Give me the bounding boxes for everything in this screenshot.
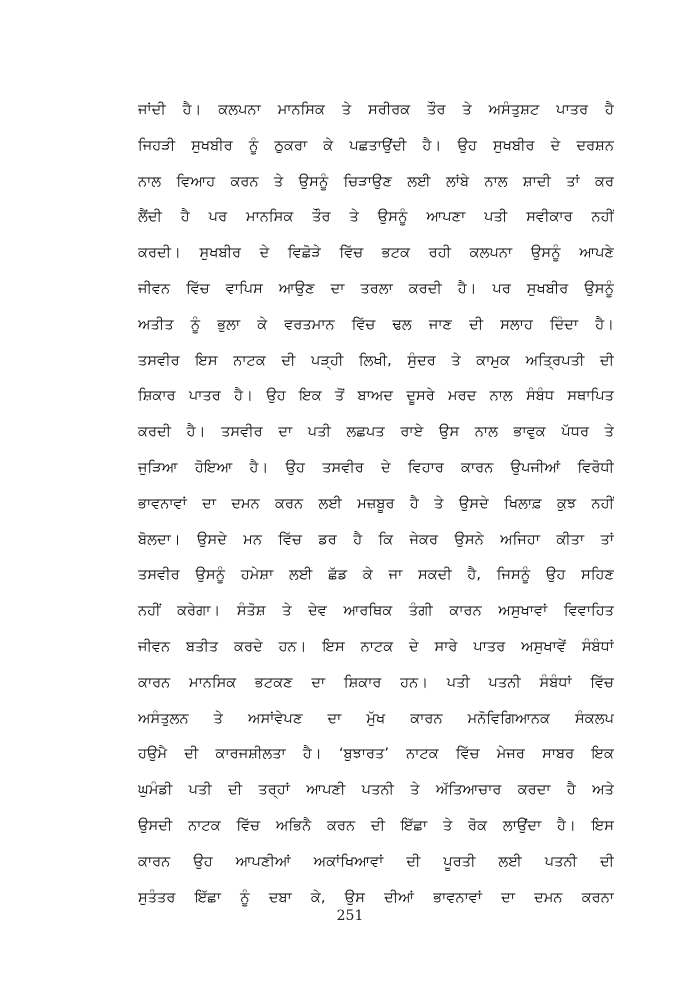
text-line: ਨਾਲ ਵਿਆਹ ਕਰਨ ਤੇ ਉਸਨੂੰ ਚਿੜਾਉਣ ਲਈ ਲਾਂਬੇ ਨਾਲ ਸ਼ਾਦੀ ਤਾਂ ਕਰ xyxy=(138,172,614,190)
text-line: ਜਾਂਦੀ ਹੈ। ਕਲਪਨਾ ਮਾਨਸਿਕ ਤੇ ਸਰੀਰਕ ਤੌਰ ਤੇ ਅਸੰਤੁਸ਼ਟ ਪਾਤਰ ਹੈ xyxy=(138,101,614,118)
text-line: ਤਸਵੀਰ ਇਸ ਨਾਟਕ ਦੀ ਪੜ੍ਹੀ ਲਿਖੀ, ਸੁੰਦਰ ਤੇ ਕਾਮੁਕ ਅਤ੍ਰਿਪਤੀ ਦੀ xyxy=(138,351,614,369)
text-line: ਸ਼ਿਕਾਰ ਪਾਤਰ ਹੈ। ਉਹ ਇਕ ਤੋਂ ਬਾਅਦ ਦੂਸਰੇ ਮਰਦ ਨਾਲ ਸੰਬੰਧ ਸਥਾਪਿਤ xyxy=(138,387,614,405)
text-line: ਸੁਤੰਤਰ ਇੱਛਾ ਨੂੰ ਦਬਾ ਕੇ, ਉਸ ਦੀਆਂ ਭਾਵਨਾਵਾਂ ਦਾ ਦਮਨ ਕਰਨਾ xyxy=(138,888,614,906)
text-line: ਅਤੀਤ ਨੂੰ ਭੁਲਾ ਕੇ ਵਰਤਮਾਨ ਵਿੱਚ ਢਲ ਜਾਣ ਦੀ ਸਲਾਹ ਦਿੰਦਾ ਹੈ। xyxy=(138,315,614,333)
text-line: ਤਸਵੀਰ ਉਸਨੂੰ ਹਮੇਸ਼ਾ ਲਈ ਛੱਡ ਕੇ ਜਾ ਸਕਦੀ ਹੈ, ਜਿਸਨੂੰ ਉਹ ਸਹਿਣ xyxy=(138,566,614,584)
text-line: ਨਹੀਂ ਕਰੇਗਾ। ਸੰਤੋਸ਼ ਤੇ ਦੇਵ ਆਰਥਿਕ ਤੰਗੀ ਕਾਰਨ ਅਸੁਖਾਵਾਂ ਵਿਵਾਹਿਤ xyxy=(138,602,614,620)
text-line: ਜੀਵਨ ਵਿੱਚ ਵਾਪਿਸ ਆਉਣ ਦਾ ਤਰਲਾ ਕਰਦੀ ਹੈ। ਪਰ ਸੁਖਬੀਰ ਉਸਨੂੰ xyxy=(138,279,614,297)
body-text xyxy=(138,92,614,915)
text-line: ਕਾਰਨ ਉਹ ਆਪਣੀਆਂ ਅਕਾਂਖਿਆਵਾਂ ਦੀ ਪੂਰਤੀ ਲਈ ਪਤਨੀ ਦੀ xyxy=(138,852,614,870)
text-line: ਲੈਂਦੀ ਹੈ ਪਰ ਮਾਨਸਿਕ ਤੌਰ ਤੇ ਉਸਨੂੰ ਆਪਣਾ ਪਤੀ ਸਵੀਕਾਰ ਨਹੀਂ xyxy=(138,208,614,226)
text-line: ਉਸਦੀ ਨਾਟਕ ਵਿੱਚ ਅਭਿਨੈ ਕਰਨ ਦੀ ਇੱਛਾ ਤੇ ਰੋਕ ਲਾਉਂਦਾ ਹੈ। ਇਸ xyxy=(138,816,614,834)
text-line: ਘੁਮੰਡੀ ਪਤੀ ਦੀ ਤਰ੍ਹਾਂ ਆਪਣੀ ਪਤਨੀ ਤੇ ਅੱਤਿਆਚਾਰ ਕਰਦਾ ਹੈ ਅਤੇ xyxy=(138,781,614,799)
text-line: ਜੀਵਨ ਬਤੀਤ ਕਰਦੇ ਹਨ। ਇਸ ਨਾਟਕ ਦੇ ਸਾਰੇ ਪਾਤਰ ਅਸੁਖਾਵੇਂ ਸੰਬੰਧਾਂ xyxy=(138,637,614,655)
text-line: ਕਰਦੀ। ਸੁਖਬੀਰ ਦੇ ਵਿਛੋੜੇ ਵਿੱਚ ਭਟਕ ਰਹੀ ਕਲਪਨਾ ਉਸਨੂੰ ਆਪਣੇ xyxy=(138,244,614,262)
text-line: ਜਿਹੜੀ ਸੁਖਬੀਰ ਨੂੰ ਠੁਕਰਾ ਕੇ ਪਛਤਾਉਂਦੀ ਹੈ। ਉਹ ਸੁਖਬੀਰ ਦੇ ਦਰਸ਼ਨ xyxy=(138,136,614,154)
text-line: ਕਾਰਨ ਮਾਨਸਿਕ ਭਟਕਣ ਦਾ ਸ਼ਿਕਾਰ ਹਨ। ਪਤੀ ਪਤਨੀ ਸੰਬੰਧਾਂ ਵਿੱਚ xyxy=(138,673,614,691)
text-line: ਅਸੰਤੁਲਨ ਤੇ ਅਸਾਂਵੇਪਣ ਦਾ ਮੁੱਖ ਕਾਰਨ ਮਨੋਵਿਗਿਆਨਕ ਸੰਕਲਪ xyxy=(138,709,614,727)
text-line: ਜੁੜਿਆ ਹੋਇਆ ਹੈ। ਉਹ ਤਸਵੀਰ ਦੇ ਵਿਹਾਰ ਕਾਰਨ ਉਪਜੀਆਂ ਵਿਰੋਧੀ xyxy=(138,458,614,476)
text-line: ਬੋਲਦਾ। ਉਸਦੇ ਮਨ ਵਿੱਚ ਡਰ ਹੈ ਕਿ ਜੇਕਰ ਉਸਨੇ ਅਜਿਹਾ ਕੀਤਾ ਤਾਂ xyxy=(138,530,614,548)
page-number: 251 xyxy=(336,908,364,924)
text-line: ਹਉਮੈ ਦੀ ਕਾਰਜਸ਼ੀਲਤਾ ਹੈ। ‘ਬੁਝਾਰਤ’ ਨਾਟਕ ਵਿੱਚ ਮੇਜਰ ਸਾਬਰ ਇਕ xyxy=(138,745,614,763)
text-line: ਭਾਵਨਾਵਾਂ ਦਾ ਦਮਨ ਕਰਨ ਲਈ ਮਜ਼ਬੂਰ ਹੈ ਤੇ ਉਸਦੇ ਖਿਲਾਫ਼ ਕੁਝ ਨਹੀਂ xyxy=(138,494,614,512)
text-line: ਕਰਦੀ ਹੈ। ਤਸਵੀਰ ਦਾ ਪਤੀ ਲਛਪਤ ਰਾਏ ਉਸ ਨਾਲ ਭਾਵੁਕ ਪੱਧਰ ਤੇ xyxy=(138,423,614,441)
